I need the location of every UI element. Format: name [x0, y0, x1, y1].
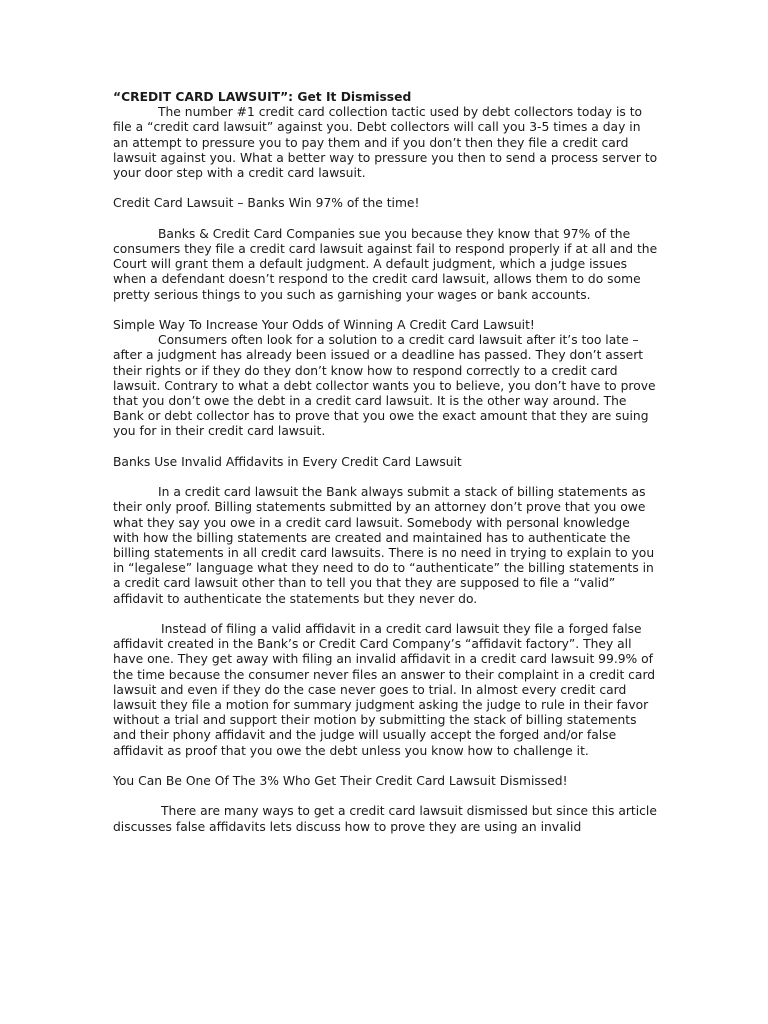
spacer: [113, 181, 658, 196]
document-page: [113, 90, 658, 835]
spacer: [113, 607, 658, 622]
section-heading: You Can Be One Of The 3% Who Get Their Credit Card Lawsuit Dismissed!: [113, 774, 568, 789]
spacer: [113, 303, 658, 318]
body-paragraph: Instead of filing a valid affidavit in a credit card lawsuit they file a forged false affidavit created in the Bank’s or Credit Card Company’s “affidavit factory”. They all have one. They get away with filing an invalid affidavit in a credit card lawsuit 99.9% of the time because the consumer never files an answer to their complaint in a credit card lawsuit and even if they do the case never goes to trial. In almost every credit card lawsuit they file a motion for summary judgment asking the judge to rule in their favor without a trial and support their motion by submitting the stack of billing statements and their phony affidavit and the judge will usually accept the forged and/or false affidavit as proof that you owe the debt unless you know how to challenge it.: [113, 622, 656, 758]
body-paragraph: In a credit card lawsuit the Bank always submit a stack of billing statements as their only proof. Billing statements submitted by an attorney don’t prove that you owe what they say you owe in a credit card lawsuit. Somebody with personal knowledge with how the billing statements are created and maintained has to authenticate the billing statements in all credit card lawsuits. There is no need in trying to explain to you in “legalese” language what they need to do to “authenticate” the billing statements in a credit card lawsuit other than to tell you that they are supposed to file a “valid” affidavit to authenticate the statements but they never do.: [113, 485, 655, 606]
spacer: [113, 789, 658, 804]
spacer: [113, 470, 658, 485]
spacer: [113, 759, 658, 774]
body-paragraph: There are many ways to get a credit card lawsuit dismissed but since this article discusses false affidavits lets discuss how to prove they are using an invalid: [113, 804, 657, 834]
spacer: [113, 440, 658, 455]
section-heading: Banks Use Invalid Affidavits in Every Credit Card Lawsuit: [113, 454, 462, 469]
section-heading: Credit Card Lawsuit – Banks Win 97% of the time!: [113, 196, 420, 211]
body-paragraph: Consumers often look for a solution to a credit card lawsuit after it’s too late – after a judgment has already been issued or a deadline has passed. They don’t assert their rights or if they do they don’t know how to respond correctly to a credit card lawsuit. Contrary to what a debt collector wants you to believe, you don’t have to prove that you don’t owe the debt in a credit card lawsuit. It is the other way around. The Bank or debt collector has to prove that you owe the exact amount that they are suing you for in their credit card lawsuit.: [113, 333, 656, 439]
section-heading: Simple Way To Increase Your Odds of Winning A Credit Card Lawsuit!: [113, 318, 535, 332]
spacer: [113, 212, 658, 227]
body-paragraph: Banks & Credit Card Companies sue you because they know that 97% of the consumers they file a credit card lawsuit against fail to respond properly if at all and the Court will grant them a default judgment. A default judgment, which a judge issues when a defendant doesn’t respond to the credit card lawsuit, allows them to do some pretty serious things to you such as garnishing your wages or bank accounts.: [113, 226, 658, 302]
intro-paragraph: The number #1 credit card collection tactic used by debt collectors today is to file a “credit card lawsuit” against you. Debt collectors will call you 3-5 times a day in an attempt to pressure you to pay them and if you don’t then they file a credit card lawsuit against you. What a better way to pressure you then to send a process server to your door step with a credit card lawsuit.: [113, 105, 658, 181]
document-title: “CREDIT CARD LAWSUIT”: Get It Dismissed: [113, 90, 412, 104]
